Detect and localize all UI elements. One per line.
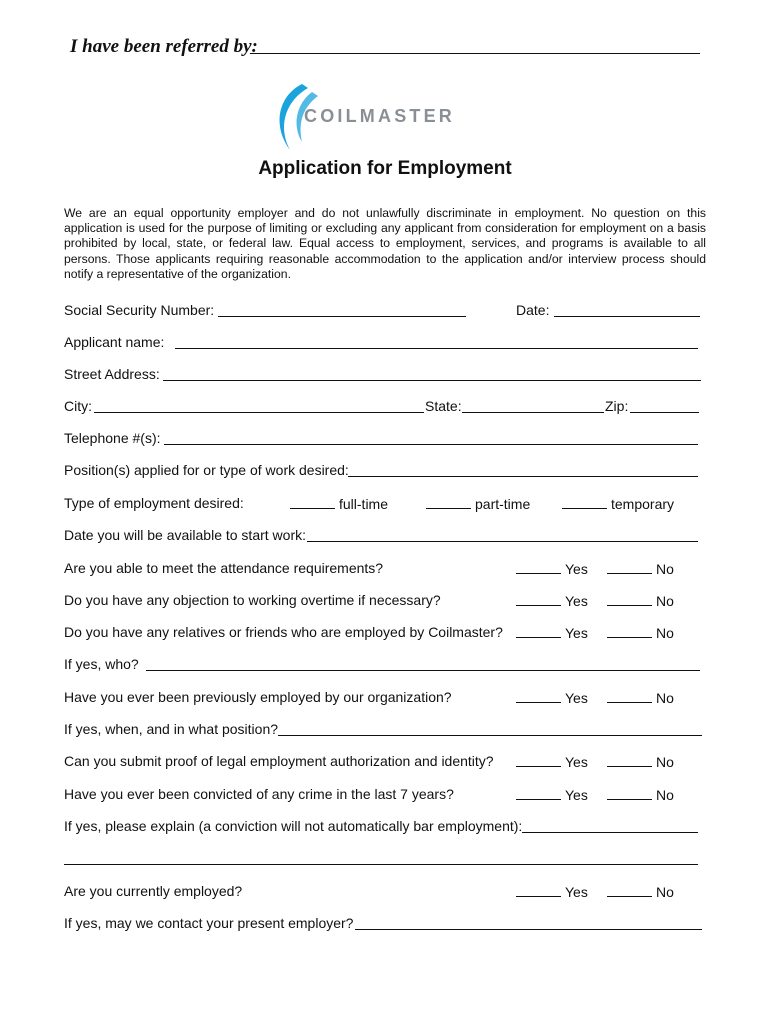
legal-authorization-no[interactable] [607, 753, 674, 770]
previously-employed-no[interactable] [607, 689, 674, 706]
previously-employed-no-blank[interactable] [607, 689, 652, 703]
street-address-label: Street Address: [64, 366, 160, 382]
contact-employer-label: If yes, may we contact your present employer? [64, 915, 354, 931]
currently-employed-no-label: No [656, 884, 674, 900]
convicted-question: Have you ever been convicted of any crime in the last 7 years? [64, 786, 454, 802]
applicant-name-label: Applicant name: [64, 334, 165, 350]
overtime-no[interactable] [607, 592, 674, 609]
street-address-field[interactable] [163, 380, 701, 381]
city-field[interactable] [94, 412, 424, 413]
legal-authorization-yes-label: Yes [565, 754, 588, 770]
convicted-yes-blank[interactable] [516, 786, 561, 800]
zip-label: Zip: [605, 398, 629, 414]
date-label: Date: [516, 302, 550, 318]
temporary-blank[interactable] [562, 495, 607, 509]
if-yes-when-label: If yes, when, and in what position? [64, 721, 279, 737]
if-yes-explain-field-line2[interactable] [64, 864, 698, 865]
applicant-name-field[interactable] [175, 348, 698, 349]
ssn-label: Social Security Number: [64, 302, 215, 318]
overtime-yes-blank[interactable] [516, 592, 561, 606]
state-label: State: [425, 398, 462, 414]
attendance-no[interactable] [607, 560, 674, 577]
attendance-no-blank[interactable] [607, 560, 652, 574]
part-time-blank[interactable] [426, 495, 471, 509]
currently-employed-yes[interactable] [516, 883, 588, 900]
ssn-field[interactable] [218, 316, 466, 317]
logo-text: COILMASTER [304, 106, 455, 126]
attendance-yes-label: Yes [565, 561, 588, 577]
relatives-yes-blank[interactable] [516, 624, 561, 638]
relatives-no[interactable] [607, 624, 674, 641]
if-yes-explain-label: If yes, please explain (a conviction will not automatically bar employment): [64, 818, 523, 834]
temporary-option[interactable] [562, 495, 674, 512]
coilmaster-logo [268, 76, 504, 156]
zip-field[interactable] [630, 412, 699, 413]
currently-employed-question: Are you currently employed? [64, 883, 243, 899]
referred-by-label: I have been referred by: [70, 36, 258, 57]
telephone-label: Telephone #(s): [64, 430, 161, 446]
convicted-no[interactable] [607, 786, 674, 803]
if-yes-who-label: If yes, who? [64, 656, 139, 672]
convicted-yes[interactable] [516, 786, 588, 803]
date-field[interactable] [554, 316, 700, 317]
employment-type-label: Type of employment desired: [64, 495, 244, 511]
part-time-option[interactable] [426, 495, 530, 512]
full-time-label: full-time [339, 496, 389, 512]
previously-employed-yes-label: Yes [565, 690, 588, 706]
legal-authorization-yes-blank[interactable] [516, 753, 561, 767]
relatives-yes-label: Yes [565, 625, 588, 641]
relatives-no-blank[interactable] [607, 624, 652, 638]
previously-employed-question: Have you ever been previously employed by our organization? [64, 689, 452, 705]
previously-employed-no-label: No [656, 690, 674, 706]
previously-employed-yes-blank[interactable] [516, 689, 561, 703]
temporary-label: temporary [611, 496, 675, 512]
attendance-yes-blank[interactable] [516, 560, 561, 574]
relatives-yes[interactable] [516, 624, 588, 641]
attendance-no-label: No [656, 561, 674, 577]
relatives-question: Do you have any relatives or friends who are employed by Coilmaster? [64, 624, 503, 640]
positions-label: Position(s) applied for or type of work desired: [64, 462, 349, 478]
relatives-no-label: No [656, 625, 674, 641]
overtime-no-blank[interactable] [607, 592, 652, 606]
currently-employed-no-blank[interactable] [607, 883, 652, 897]
start-date-field[interactable] [307, 541, 698, 542]
attendance-question: Are you able to meet the attendance requirements? [64, 560, 384, 576]
referred-by-field[interactable] [250, 53, 700, 54]
convicted-yes-label: Yes [565, 787, 588, 803]
convicted-no-label: No [656, 787, 674, 803]
overtime-yes-label: Yes [565, 593, 588, 609]
legal-authorization-yes[interactable] [516, 753, 588, 770]
eeo-statement: We are an equal opportunity employer and do not unlawfully discriminate in employment. No question on this application is used for the purpose of limiting or excluding any applicant from consideration for employment on a basis prohibited by local, state, or federal law. Equal access to employment, services, and programs is available to all persons. Those applicants requiring reasonable accommodation to the application and/or interview process should notify a representative of the organization. [64, 206, 706, 281]
convicted-no-blank[interactable] [607, 786, 652, 800]
overtime-yes[interactable] [516, 592, 588, 609]
legal-authorization-question: Can you submit proof of legal employment authorization and identity? [64, 753, 494, 769]
start-date-label: Date you will be available to start work: [64, 527, 306, 543]
if-yes-explain-field[interactable] [522, 832, 698, 833]
telephone-field[interactable] [164, 444, 698, 445]
part-time-label: part-time [475, 496, 531, 512]
full-time-blank[interactable] [290, 495, 335, 509]
if-yes-when-field[interactable] [278, 735, 702, 736]
currently-employed-yes-label: Yes [565, 884, 588, 900]
contact-employer-field[interactable] [355, 929, 702, 930]
city-label: City: [64, 398, 92, 414]
currently-employed-yes-blank[interactable] [516, 883, 561, 897]
legal-authorization-no-blank[interactable] [607, 753, 652, 767]
positions-field[interactable] [348, 476, 698, 477]
page-title: Application for Employment [258, 158, 512, 179]
previously-employed-yes[interactable] [516, 689, 588, 706]
attendance-yes[interactable] [516, 560, 588, 577]
state-field[interactable] [462, 412, 604, 413]
if-yes-who-field[interactable] [146, 670, 700, 671]
overtime-question: Do you have any objection to working overtime if necessary? [64, 592, 441, 608]
overtime-no-label: No [656, 593, 674, 609]
currently-employed-no[interactable] [607, 883, 674, 900]
full-time-option[interactable] [290, 495, 388, 512]
legal-authorization-no-label: No [656, 754, 674, 770]
